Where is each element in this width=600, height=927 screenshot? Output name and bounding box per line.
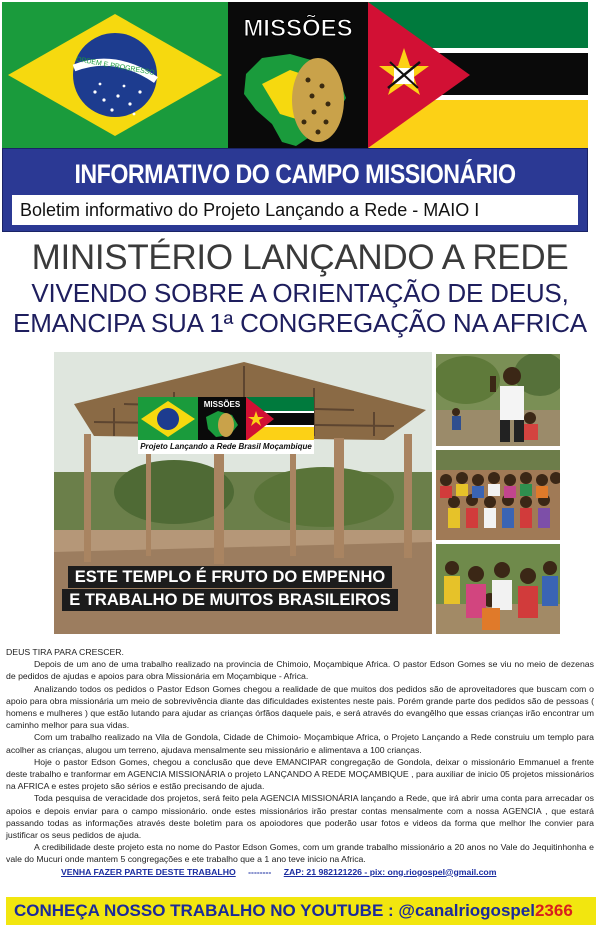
flag-banner: [0, 0, 600, 150]
paragraph-3: Com um trabalho realizado na Vila de Gondola, Cidade de Chimoio- Moçambique Africa, o Projeto Lançando a Rede construiu um templo para acolher as crianças, alugou um terreno, ajudava mensalmente seu missionário e alimentava a 100 crianças.: [6, 732, 594, 755]
side-photo-children-group: [436, 450, 560, 540]
inset-missoes-label: MISSÕES: [203, 400, 241, 409]
headline-title: MINISTÉRIO LANÇANDO A REDE: [31, 238, 569, 277]
footer-text: CONHEÇA NOSSO TRABALHO NO YOUTUBE :: [14, 901, 399, 920]
banner-artwork: [0, 0, 600, 150]
paragraph-6: A credibilidade deste projeto esta no nome do Pastor Edson Gomes, com um grande trabalho missionário a 20 anos no Vale do Jequitinhonha e vale do Mucuri onde mantem 5 congregações e ete trabalho que a 1 ano teve inicio na Africa.: [6, 842, 594, 865]
youtube-footer: [6, 897, 596, 925]
contact-info[interactable]: ZAP: 21 982121226 - pix: ong.riogospel@gmail.com: [283, 866, 497, 877]
temple-caption: [58, 566, 402, 612]
bulletin-subtitle: Boletim informativo do Projeto Lançando a Rede - MAIO I: [12, 195, 578, 225]
article-heading: DEUS TIRA PARA CRESCER.: [6, 647, 124, 657]
youtube-handle[interactable]: @canalriogospel: [398, 901, 535, 920]
headline-line-3: EMANCIPA SUA 1ª CONGREGAÇÃO NA AFRICA: [13, 308, 587, 338]
contact-separator: --------: [248, 866, 272, 877]
headline: [0, 238, 600, 338]
article-body: [6, 646, 594, 878]
youtube-handle-number[interactable]: 2366: [534, 901, 573, 920]
mozambique-flag: [368, 2, 588, 148]
brazil-flag: [2, 2, 228, 148]
project-banner-caption: Projeto Lançando a Rede Brasil Moçambique: [138, 440, 314, 454]
brazil-motto: ORDEM E PROGRESSO: [75, 56, 156, 77]
paragraph-4: Hoje o pastor Edson Gomes, chegou a conclusão que deve EMANCIPAR congregação de Gondola, deixar o missionário Emmanuel a frente deste trabalho e tranformar em AGENCIA MISSIONÁRIA o projeto LANÇANDO A REDE MOÇAMBIQUE , para auxiliar de inicio 05 projetos missionários na AFRICA e estes projeto são sérios e estão precisando de ajuda.: [6, 756, 594, 792]
temple-caption-line-2: E TRABALHO DE MUITOS BRASILEIROS: [62, 589, 397, 611]
paragraph-2: Analizando todos os pedidos o Pastor Edson Gomes chegou a realidade de que muitos dos pedidos são de aproveitadores que buscam com o apoio para obra missionária um meio de sobrevivência diante das dificuldades existentes neste pais. Porém grande parte dos pedidos são de pessoas ( homens e mulheres ) que estão lutando para ajudar as crianças órfãos daquele pais, e será através do evangêlho que essas crianças irão encontrar um caminho melhor para sua vidas.: [6, 683, 594, 731]
missoes-logo: [228, 2, 368, 148]
paragraph-5: Toda pesquisa de veracidade dos projetos, será feito pela AGENCIA MISSIONÁRIA lançando a Rede, que irá abrir uma conta para arrecadar os apoios e depois enviar para o campo missionário. onde estes missionários irão prestar contas mensalmente com a nossa AGENCIA , que estará passando todas as informações através deste boletim para os apoiodores que poderão usar fotos e videos da forma que melhor lhe convier para justificar os seus pedidos de ajuda.: [6, 793, 594, 841]
paragraph-1: Depois de um ano de uma trabalho realizado na provincia de Chimoio, Moçambique Africa. O pastor Edson Gomes se viu no meio de dezenas de pedidos de ajudas e apoios para obra Missionária em Moçambique - Africa.: [6, 659, 594, 682]
side-photo-missionary: [436, 354, 560, 446]
side-photo-children-close: [436, 544, 560, 634]
missoes-label: MISSÕES: [243, 15, 353, 42]
contact-line: [6, 866, 594, 878]
temple-caption-line-1: ESTE TEMPLO É FRUTO DO EMPENHO: [68, 566, 392, 588]
jaguar-image: [292, 58, 344, 142]
header-band: [2, 148, 588, 232]
bulletin-title: INFORMATIVO DO CAMPO MISSIONÁRIO: [74, 159, 516, 189]
join-us-text: VENHA FAZER PARTE DESTE TRABALHO: [61, 866, 236, 877]
headline-line-2: VIVENDO SOBRE A ORIENTAÇÃO DE DEUS,: [31, 278, 569, 308]
